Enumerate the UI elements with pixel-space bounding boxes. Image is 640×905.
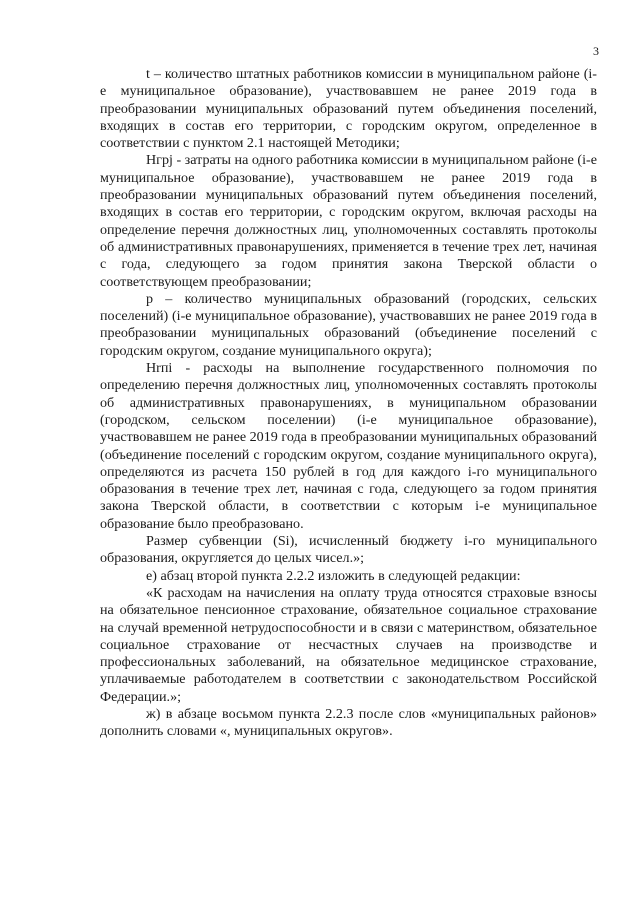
- paragraph-hrpi-definition: Нrпi - расходы на выполнение государственного полномочия по определению перечня должностных лиц, уполномоченных составлять протоколы об административных правонарушениях, в муниципальном образовании (городском, сельском поселении) (i-е муниципальное образование), участвовавшем не ранее 2019 года в преобразовании муниципальных образований (объединение поселений с городским округом, создание муниципального округа), определяются из расчета 150 рублей в год для каждого i-го муниципального образования в течение трех лет, начиная с года, следующего за годом принятия закона Тверской области, в соответствии с которым i-е муниципальное образование было преобразовано.: [100, 360, 597, 532]
- paragraph-insurance-contributions: «К расходам на начисления на оплату труда относятся страховые взносы на обязательное пенсионное страхование, обязательное социальное страхование на случай временной нетрудоспособности и в связи с материнством, обязательное социальное страхование от несчастных случаев на производстве и профессиональных заболеваний, на обязательное медицинское страхование, уплачиваемые работодателем в соответствии с законодательством Российской Федерации.»;: [100, 584, 597, 705]
- document-body: [100, 66, 597, 741]
- paragraph-amendment-e: е) абзац второй пункта 2.2.2 изложить в следующей редакции:: [146, 567, 521, 584]
- paragraph-t-definition: t – количество штатных работников комиссии в муниципальном районе (i-е муниципальное образование), участвовавшем не ранее 2019 года в преобразовании муниципальных образований путем объединения поселений, входящих в состав его территории, с городским округом, определенное в соответствии с пунктом 2.1 настоящей Методики;: [100, 66, 597, 152]
- page-number: 3: [593, 44, 599, 58]
- paragraph-subvention-rounding: Размер субвенции (Si), исчисленный бюджету i-го муниципального образования, округляется до целых чисел.»;: [100, 533, 597, 567]
- paragraph-p-definition: p – количество муниципальных образований (городских, сельских поселений) (i-е муниципальное образование), участвовавших не ранее 2019 года в преобразовании муниципальных образований (объединение поселений с городским округом, создание муниципального округа);: [100, 290, 597, 359]
- paragraph-hgrj-definition: Нгрj - затраты на одного работника комиссии в муниципальном районе (i-е муниципальное образование), участвовавшем не ранее 2019 года в преобразовании муниципальных образований путем объединения поселений, входящих в состав его территории, с городским округом, включая расходы на определение перечня должностных лиц, уполномоченных составлять протоколы об административных правонарушениях, применяется в течение трех лет, начиная с года, следующего за годом принятия закона Тверской области о соответствующем преобразовании;: [100, 152, 597, 290]
- paragraph-amendment-zh: ж) в абзаце восьмом пункта 2.2.3 после слов «муниципальных районов» дополнить словами «, муниципальных округов».: [100, 705, 597, 740]
